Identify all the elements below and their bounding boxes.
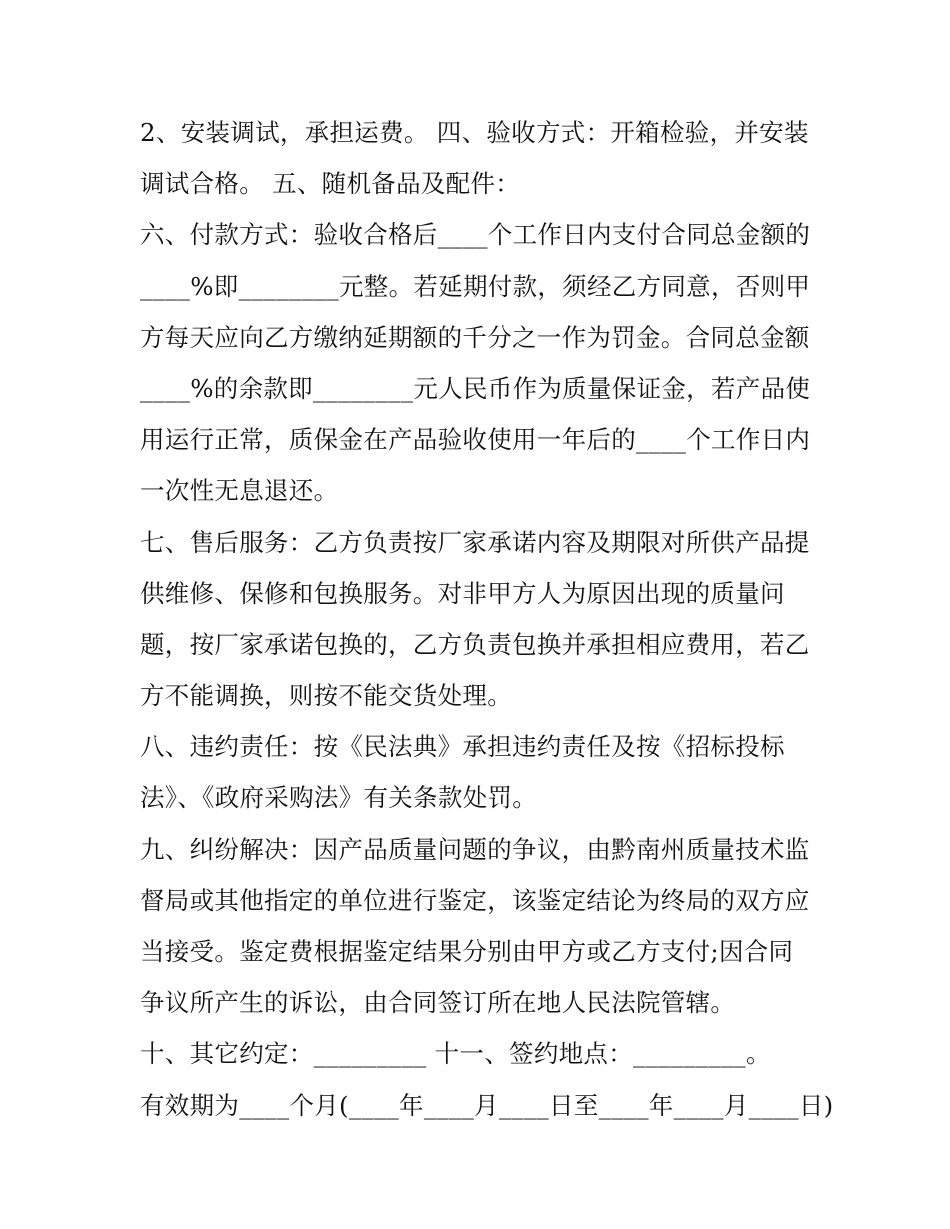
text-line: 十、其它约定：_________ 十一、签约地点：_________。 [140,1039,771,1069]
text-line: 当接受。鉴定费根据鉴定结果分别由甲方或乙方支付;因合同 [140,937,794,966]
text-line: 调试合格。 五、随机备品及配件： [140,169,521,199]
text-line: 用运行正常，质保金在产品验收使用一年后的____个工作日内 [140,425,811,455]
text-line: 方不能调换，则按不能交货处理。 [140,681,512,711]
text-line: 供维修、保修和包换服务。对非甲方人为原因出现的质量问 [140,578,785,608]
text-line: 八、违约责任：按《民法典》承担违约责任及按《招标投标 [140,732,785,762]
text-line: 一次性无息退还。 [140,476,339,506]
text-line: 督局或其他指定的单位进行鉴定，该鉴定结论为终局的双方应 [140,885,810,915]
text-line: 2、安装调试，承担运费。 四、验收方式：开箱检验，并安装 [140,118,809,147]
text-line: 七、售后服务：乙方负责按厂家承诺内容及期限对所供产品提 [140,527,810,557]
text-line: ____%即________元整。若延期付款，须经乙方同意，否则甲 [140,271,811,301]
text-line: 题，按厂家承诺包换的，乙方负责包换并承担相应费用，若乙 [140,629,810,659]
text-line: 方每天应向乙方缴纳延期额的千分之一作为罚金。合同总金额 [140,322,810,352]
text-line: 六、付款方式：验收合格后____个工作日内支付合同总金额的 [140,220,811,250]
document-page [140,107,834,1131]
text-line: 争议所产生的诉讼，由合同签订所在地人民法院管辖。 [140,988,736,1018]
text-line: 法》、《政府采购法》有关条款处罚。 [140,783,538,813]
text-line: 有效期为____个月(____年____月____日至____年____月____日) [140,1090,834,1120]
text-line: 九、纠纷解决：因产品质量问题的争议，由黔南州质量技术监 [140,834,810,864]
text-line: ____%的余款即________元人民币作为质量保证金，若产品使 [140,373,811,403]
